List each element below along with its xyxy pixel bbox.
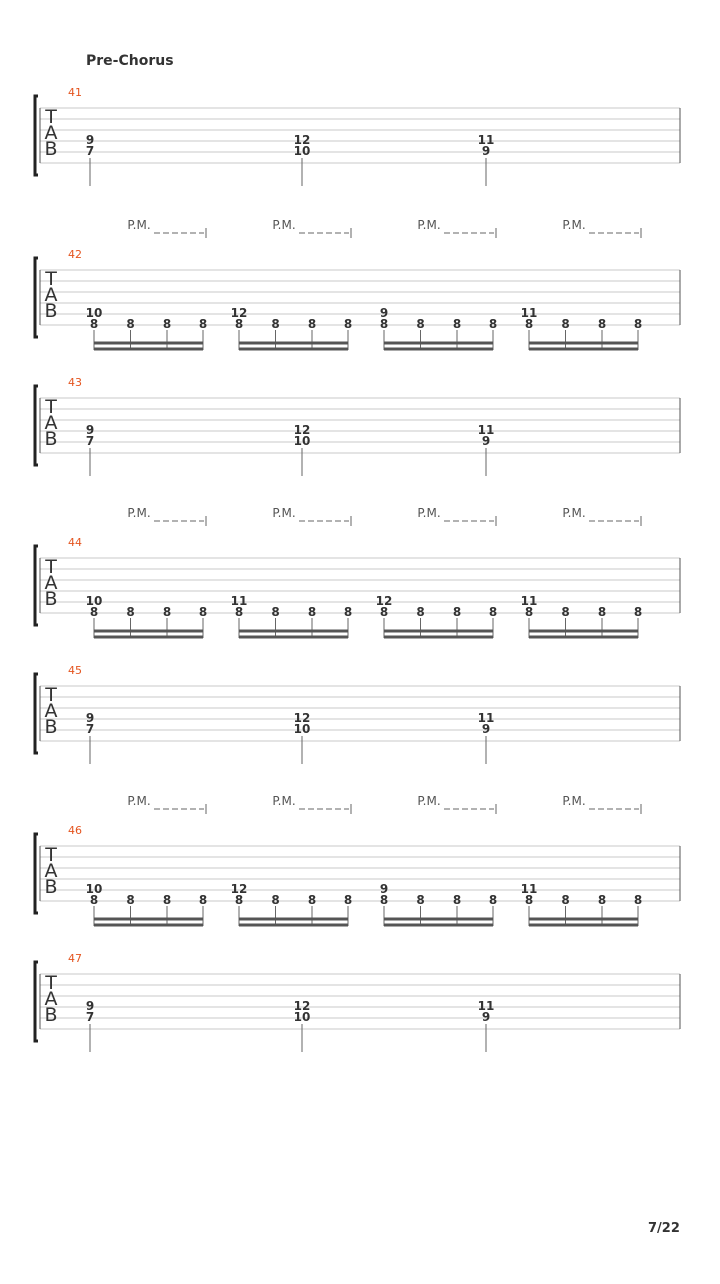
fret-number: 7: [85, 722, 95, 736]
palm-mute-label: P.M.: [417, 794, 441, 808]
staff-bracket: [35, 834, 38, 913]
fret-number: 8: [307, 317, 317, 331]
palm-mute-label: P.M.: [417, 506, 441, 520]
palm-mute-label: P.M.: [562, 218, 586, 232]
fret-number: 8: [561, 317, 570, 331]
fret-number: 8: [597, 317, 607, 331]
palm-mute-label: P.M.: [127, 506, 151, 520]
tab-clef-letter: B: [44, 428, 58, 450]
tab-clef-letter: T: [45, 844, 57, 866]
measure-number: 44: [68, 536, 82, 549]
fret-number: 8: [198, 893, 208, 907]
fret-number: 8: [89, 317, 99, 331]
tab-clef-letter: B: [44, 716, 58, 738]
fret-number: 8: [126, 893, 135, 907]
fret-number: 9: [85, 999, 95, 1013]
tab-clef-letter: T: [45, 972, 57, 994]
palm-mute-label: P.M.: [272, 506, 296, 520]
fret-number: 8: [162, 893, 172, 907]
fret-number: 8: [488, 317, 498, 331]
fret-number: 8: [452, 605, 462, 619]
fret-number: 10: [293, 722, 311, 736]
fret-number: 9: [481, 144, 491, 158]
staff-bracket: [35, 546, 38, 625]
tab-clef-letter: A: [44, 412, 58, 434]
tab-clef-letter: A: [44, 700, 58, 722]
staff-bracket: [35, 674, 38, 753]
palm-mute-label: P.M.: [272, 218, 296, 232]
fret-number: 7: [85, 144, 95, 158]
staff-bracket: [35, 258, 38, 337]
fret-number: 8: [89, 605, 99, 619]
fret-number: 10: [85, 306, 103, 320]
tab-clef-letter: A: [44, 284, 58, 306]
fret-number: 8: [234, 317, 244, 331]
fret-number: 12: [293, 423, 311, 437]
fret-number: 8: [162, 605, 172, 619]
fret-number: 8: [234, 605, 244, 619]
fret-number: 8: [379, 893, 389, 907]
fret-number: 8: [524, 893, 534, 907]
fret-number: 8: [416, 893, 425, 907]
fret-number: 9: [379, 882, 389, 896]
tab-clef-letter: T: [45, 396, 57, 418]
fret-number: 12: [293, 133, 311, 147]
fret-number: 11: [477, 999, 495, 1013]
fret-number: 10: [293, 144, 311, 158]
measure-number: 43: [68, 376, 82, 389]
fret-number: 8: [524, 605, 534, 619]
fret-number: 8: [416, 317, 425, 331]
fret-number: 9: [85, 423, 95, 437]
fret-number: 10: [85, 594, 103, 608]
fret-number: 11: [477, 133, 495, 147]
fret-number: 8: [452, 893, 462, 907]
fret-number: 8: [126, 605, 135, 619]
tab-clef-letter: T: [45, 556, 57, 578]
fret-number: 8: [343, 317, 353, 331]
staff-bracket: [35, 962, 38, 1041]
fret-number: 8: [162, 317, 172, 331]
palm-mute-label: P.M.: [562, 506, 586, 520]
fret-number: 11: [520, 306, 538, 320]
fret-number: 11: [477, 711, 495, 725]
fret-number: 8: [343, 893, 353, 907]
tab-clef-letter: T: [45, 684, 57, 706]
staff-bracket: [35, 96, 38, 175]
tab-clef-letter: A: [44, 988, 58, 1010]
measure-number: 47: [68, 952, 82, 965]
fret-number: 8: [561, 893, 570, 907]
staff-bracket: [35, 386, 38, 465]
fret-number: 8: [343, 605, 353, 619]
palm-mute-label: P.M.: [127, 218, 151, 232]
fret-number: 8: [89, 893, 99, 907]
fret-number: 10: [293, 434, 311, 448]
fret-number: 8: [198, 605, 208, 619]
fret-number: 8: [633, 605, 643, 619]
fret-number: 11: [477, 423, 495, 437]
tab-clef-letter: B: [44, 588, 58, 610]
measure-number: 46: [68, 824, 82, 837]
fret-number: 8: [271, 605, 280, 619]
fret-number: 11: [520, 882, 538, 896]
fret-number: 8: [307, 893, 317, 907]
measure-number: 41: [68, 86, 82, 99]
fret-number: 12: [293, 999, 311, 1013]
fret-number: 9: [85, 133, 95, 147]
page-number: 7/22: [648, 1221, 680, 1236]
fret-number: 8: [271, 893, 280, 907]
fret-number: 8: [379, 317, 389, 331]
fret-number: 8: [633, 317, 643, 331]
palm-mute-label: P.M.: [562, 794, 586, 808]
palm-mute-label: P.M.: [127, 794, 151, 808]
fret-number: 8: [488, 605, 498, 619]
tab-clef-letter: A: [44, 572, 58, 594]
fret-number: 12: [375, 594, 393, 608]
fret-number: 12: [230, 882, 248, 896]
fret-number: 9: [481, 722, 491, 736]
fret-number: 8: [271, 317, 280, 331]
fret-number: 8: [597, 893, 607, 907]
fret-number: 7: [85, 1010, 95, 1024]
fret-number: 9: [85, 711, 95, 725]
fret-number: 8: [488, 893, 498, 907]
fret-number: 9: [481, 1010, 491, 1024]
tab-clef-letter: T: [45, 106, 57, 128]
section-title: Pre-Chorus: [86, 53, 174, 69]
tab-clef-letter: B: [44, 876, 58, 898]
fret-number: 8: [307, 605, 317, 619]
fret-number: 10: [293, 1010, 311, 1024]
fret-number: 12: [293, 711, 311, 725]
fret-number: 8: [416, 605, 425, 619]
fret-number: 8: [597, 605, 607, 619]
fret-number: 12: [230, 306, 248, 320]
tab-clef-letter: A: [44, 860, 58, 882]
tab-clef-letter: B: [44, 1004, 58, 1026]
fret-number: 11: [520, 594, 538, 608]
fret-number: 11: [230, 594, 248, 608]
palm-mute-label: P.M.: [272, 794, 296, 808]
palm-mute-label: P.M.: [417, 218, 441, 232]
fret-number: 8: [633, 893, 643, 907]
fret-number: 10: [85, 882, 103, 896]
tab-clef-letter: B: [44, 300, 58, 322]
fret-number: 8: [234, 893, 244, 907]
tab-clef-letter: B: [44, 138, 58, 160]
fret-number: 8: [126, 317, 135, 331]
fret-number: 8: [379, 605, 389, 619]
measure-number: 42: [68, 248, 82, 261]
fret-number: 9: [379, 306, 389, 320]
tab-clef-letter: A: [44, 122, 58, 144]
fret-number: 7: [85, 434, 95, 448]
tab-clef-letter: T: [45, 268, 57, 290]
fret-number: 8: [561, 605, 570, 619]
fret-number: 8: [452, 317, 462, 331]
fret-number: 9: [481, 434, 491, 448]
measure-number: 45: [68, 664, 82, 677]
fret-number: 8: [198, 317, 208, 331]
fret-number: 8: [524, 317, 534, 331]
